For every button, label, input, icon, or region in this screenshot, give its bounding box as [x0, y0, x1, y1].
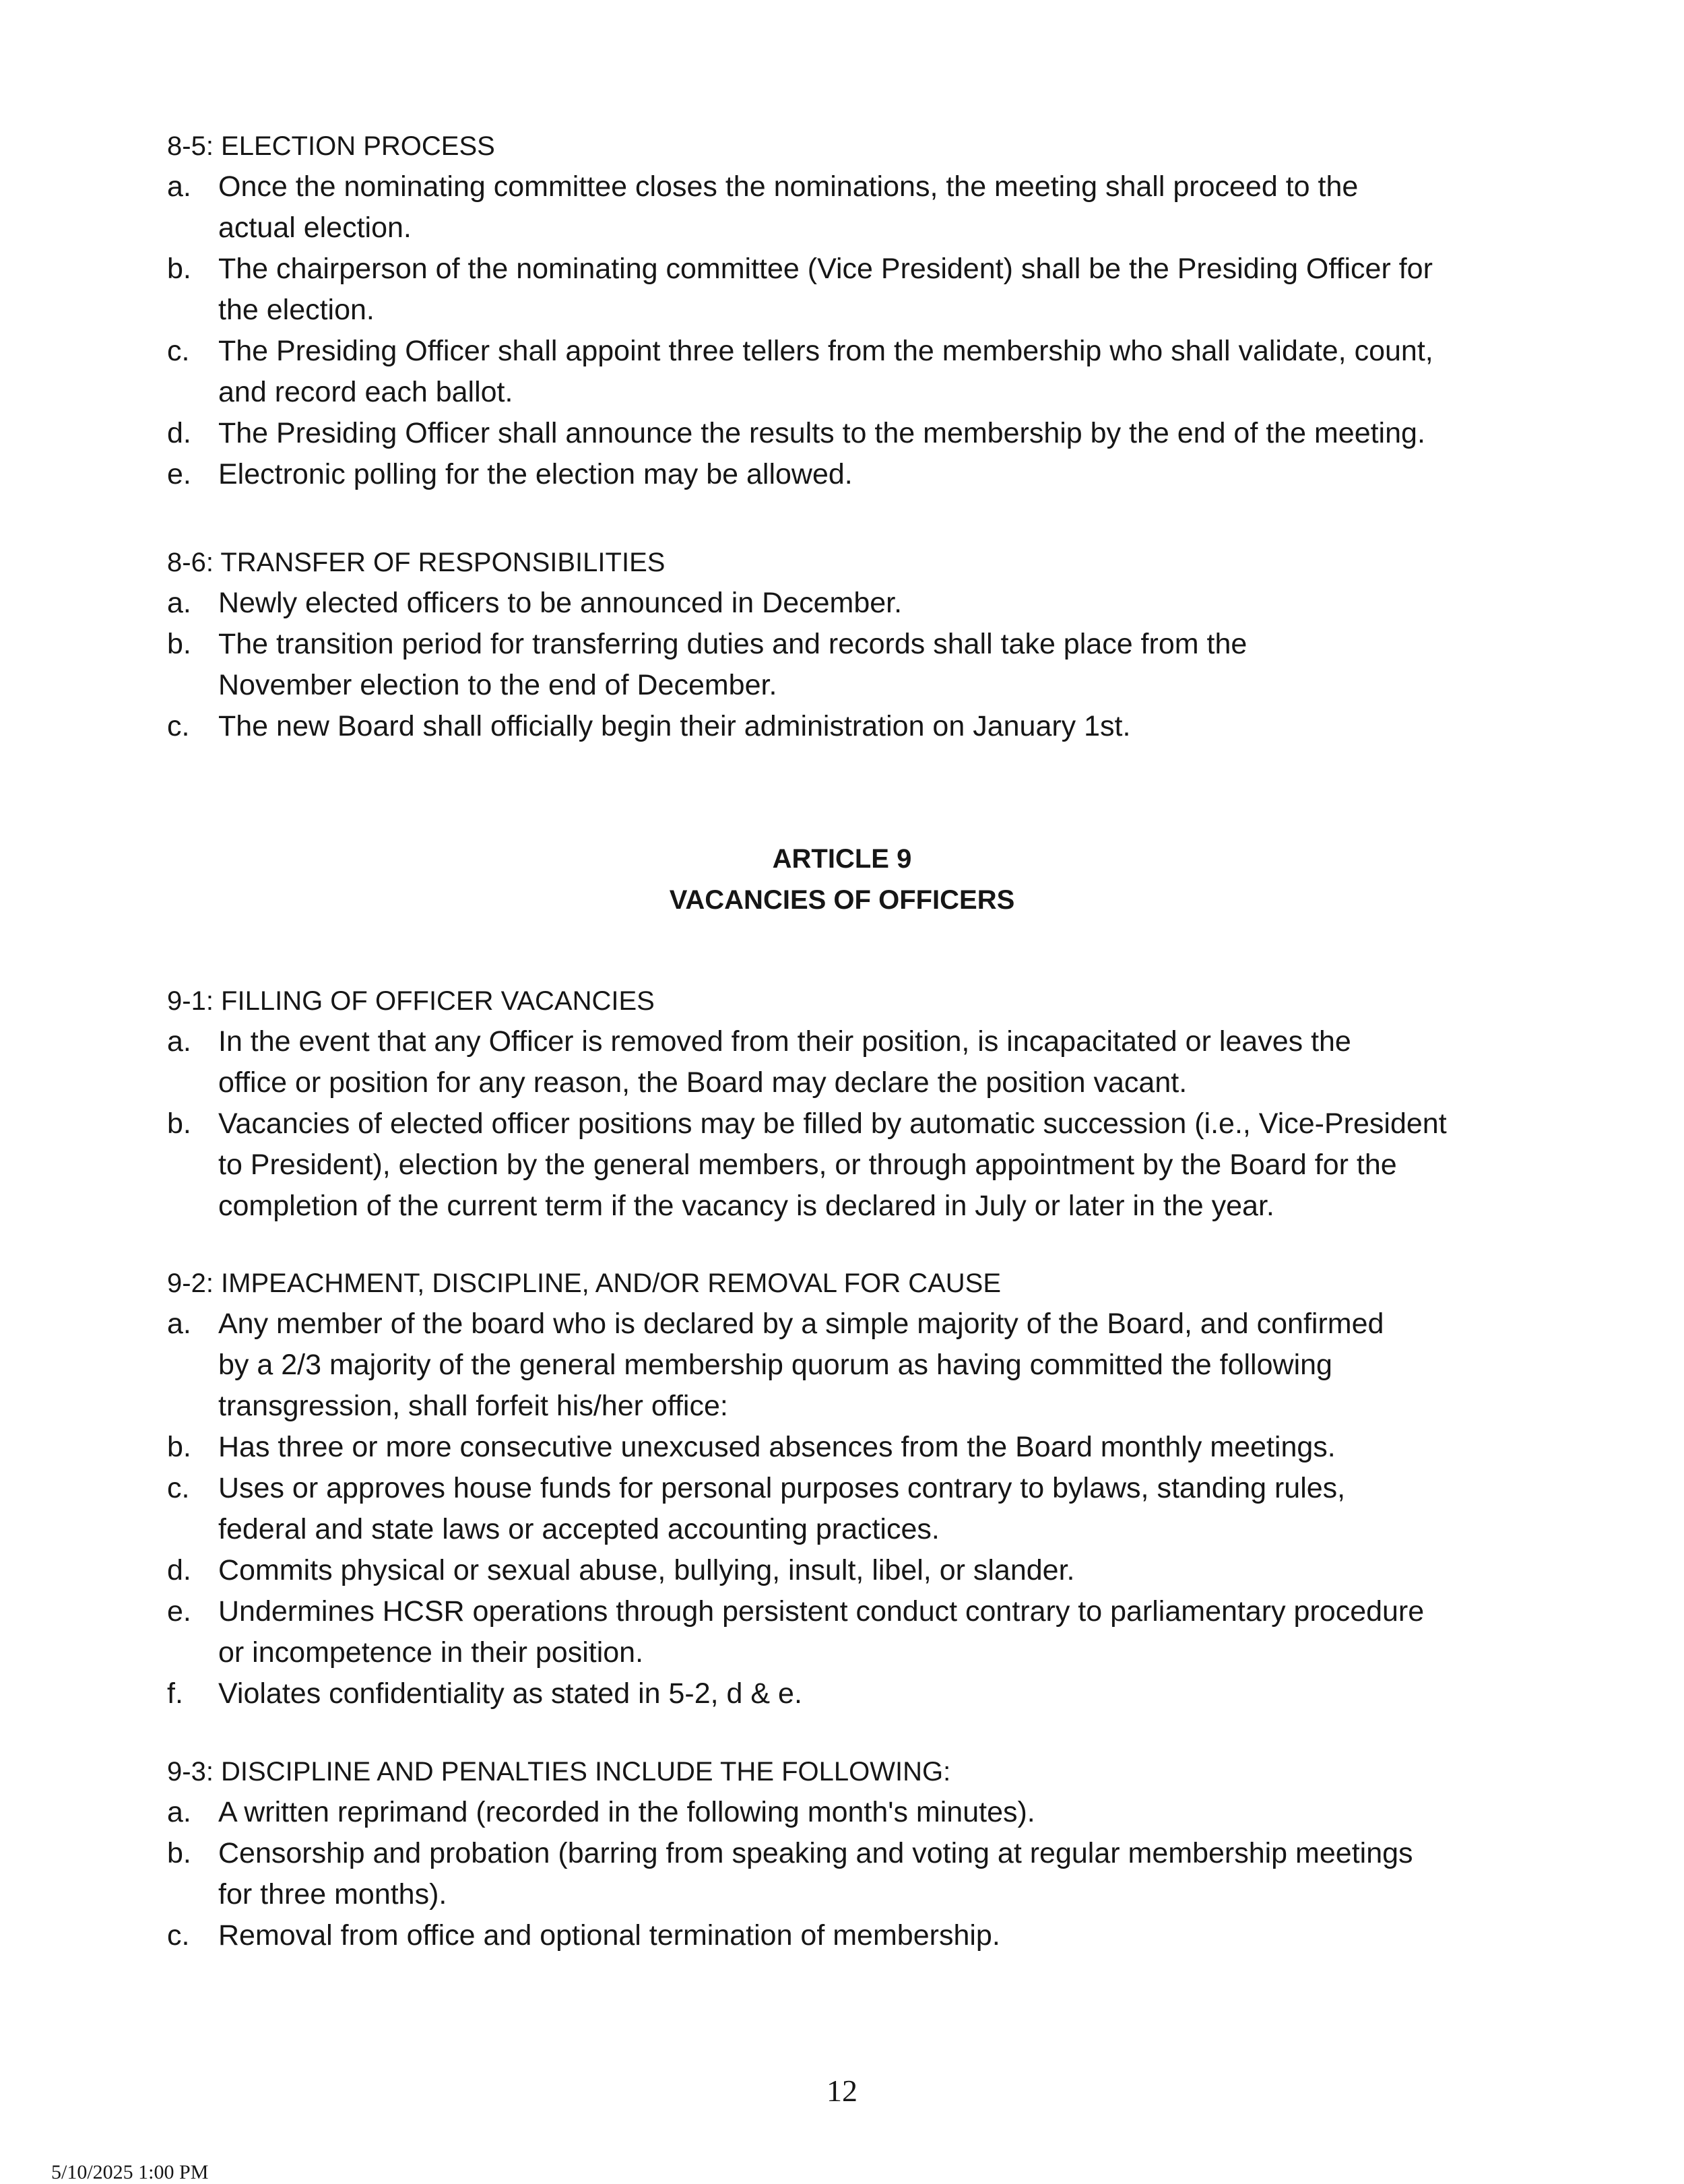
list-item	[167, 1591, 1528, 1673]
list-item-line: Has three or more consecutive unexcused absences from the Board monthly meetings.	[218, 1431, 1336, 1463]
list-item-line: Newly elected officers to be announced in December.	[218, 587, 903, 619]
list-item-letter: e.	[167, 458, 191, 490]
section-8-6	[167, 542, 1528, 747]
list-item-line: transgression, shall forfeit his/her office:	[218, 1390, 728, 1422]
list-item	[167, 1673, 1528, 1714]
list-item-line: The transition period for transferring duties and records shall take place from the	[218, 628, 1248, 660]
list-item-line: federal and state laws or accepted accounting practices.	[218, 1513, 940, 1545]
list-item	[167, 454, 1528, 495]
list-item	[167, 249, 1528, 331]
list-item-line: to President), election by the general members, or through appointment by the Board for the	[218, 1149, 1397, 1181]
list-item-line: A written reprimand (recorded in the following month's minutes).	[218, 1796, 1035, 1828]
list-item-letter: d.	[167, 1554, 191, 1586]
list-item-line: November election to the end of December.	[218, 669, 777, 701]
list-item-letter: c.	[167, 710, 190, 742]
list-item-line: In the event that any Officer is removed from their position, is incapacitated or leaves the	[218, 1025, 1351, 1058]
list-item	[167, 1915, 1528, 1956]
page-number: 12	[827, 2074, 857, 2108]
list-item-line: Censorship and probation (barring from speaking and voting at regular membership meetings	[218, 1837, 1413, 1869]
list-item-letter: b.	[167, 628, 191, 660]
list-item	[167, 1427, 1528, 1468]
section-heading: 8-6: TRANSFER OF RESPONSIBILITIES	[167, 548, 666, 577]
list-item-letter: a.	[167, 1308, 191, 1340]
section-9-1	[167, 981, 1528, 1227]
list-item	[167, 1550, 1528, 1591]
list-item-letter: a.	[167, 587, 191, 619]
list-item	[167, 624, 1528, 706]
list-item-line: Electronic polling for the election may be allowed.	[218, 458, 853, 490]
section-8-5	[167, 126, 1528, 495]
list-item-letter: a.	[167, 170, 191, 203]
section-heading: 8-5: ELECTION PROCESS	[167, 131, 495, 161]
list-item-line: for three months).	[218, 1878, 447, 1910]
list-item-letter: c.	[167, 335, 190, 367]
list-item-line: Uses or approves house funds for personal purposes contrary to bylaws, standing rules,	[218, 1472, 1346, 1504]
list-item-line: office or position for any reason, the Board may declare the position vacant.	[218, 1066, 1188, 1099]
list-item-line: actual election.	[218, 212, 412, 244]
list-item-letter: b.	[167, 253, 191, 285]
section-heading: 9-2: IMPEACHMENT, DISCIPLINE, AND/OR REMOVAL FOR CAUSE	[167, 1268, 1002, 1298]
list-item-line: Violates confidentiality as stated in 5-2, d & e.	[218, 1677, 802, 1710]
list-item-letter: a.	[167, 1025, 191, 1058]
list-item-line: Removal from office and optional termination of membership.	[218, 1919, 1000, 1952]
list-item-letter: b.	[167, 1837, 191, 1869]
list-item	[167, 1833, 1528, 1915]
list-item-line: Commits physical or sexual abuse, bullying, insult, libel, or slander.	[218, 1554, 1075, 1586]
section-9-3	[167, 1752, 1528, 1956]
list-item	[167, 413, 1528, 454]
list-item	[167, 1103, 1528, 1227]
list-item	[167, 1304, 1528, 1427]
list-item-line: The Presiding Officer shall appoint three tellers from the membership who shall validate, count,	[218, 335, 1433, 367]
footer-date: 5/10/2025 1:00 PM	[51, 2161, 209, 2183]
list-item-letter: d.	[167, 417, 191, 449]
section-heading: 9-1: FILLING OF OFFICER VACANCIES	[167, 986, 655, 1016]
list-item	[167, 1021, 1528, 1103]
list-item-line: The chairperson of the nominating committee (Vice President) shall be the Presiding Officer for	[218, 253, 1433, 285]
list-item-letter: c.	[167, 1919, 190, 1952]
list-item-line: The new Board shall officially begin their administration on January 1st.	[218, 710, 1131, 742]
article-title: VACANCIES OF OFFICERS	[669, 885, 1015, 915]
list-item	[167, 166, 1528, 249]
list-item-letter: c.	[167, 1472, 190, 1504]
list-item-letter: b.	[167, 1107, 191, 1140]
list-item-line: Once the nominating committee closes the nominations, the meeting shall proceed to the	[218, 170, 1359, 203]
list-item-line: completion of the current term if the vacancy is declared in July or later in the year.	[218, 1190, 1274, 1222]
section-9-2	[167, 1263, 1528, 1714]
list-item-letter: f.	[167, 1677, 183, 1710]
section-heading: 9-3: DISCIPLINE AND PENALTIES INCLUDE THE FOLLOWING:	[167, 1757, 951, 1787]
list-item-line: the election.	[218, 294, 375, 326]
list-item-line: Vacancies of elected officer positions may be filled by automatic succession (i.e., Vice-President	[218, 1107, 1447, 1140]
list-item-letter: a.	[167, 1796, 191, 1828]
list-item-line: or incompetence in their position.	[218, 1636, 644, 1669]
list-item-line: and record each ballot.	[218, 376, 513, 408]
list-item-line: Any member of the board who is declared by a simple majority of the Board, and confirmed	[218, 1308, 1384, 1340]
article-number: ARTICLE 9	[772, 844, 912, 874]
list-item	[167, 583, 1528, 624]
list-item-line: by a 2/3 majority of the general membership quorum as having committed the following	[218, 1349, 1332, 1381]
list-item	[167, 706, 1528, 747]
list-item-line: The Presiding Officer shall announce the results to the membership by the end of the meeting.	[218, 417, 1425, 449]
list-item-letter: b.	[167, 1431, 191, 1463]
list-item-letter: e.	[167, 1595, 191, 1628]
list-item	[167, 1792, 1528, 1833]
list-item	[167, 331, 1528, 413]
list-item	[167, 1468, 1528, 1550]
list-item-line: Undermines HCSR operations through persistent conduct contrary to parliamentary procedure	[218, 1595, 1425, 1628]
